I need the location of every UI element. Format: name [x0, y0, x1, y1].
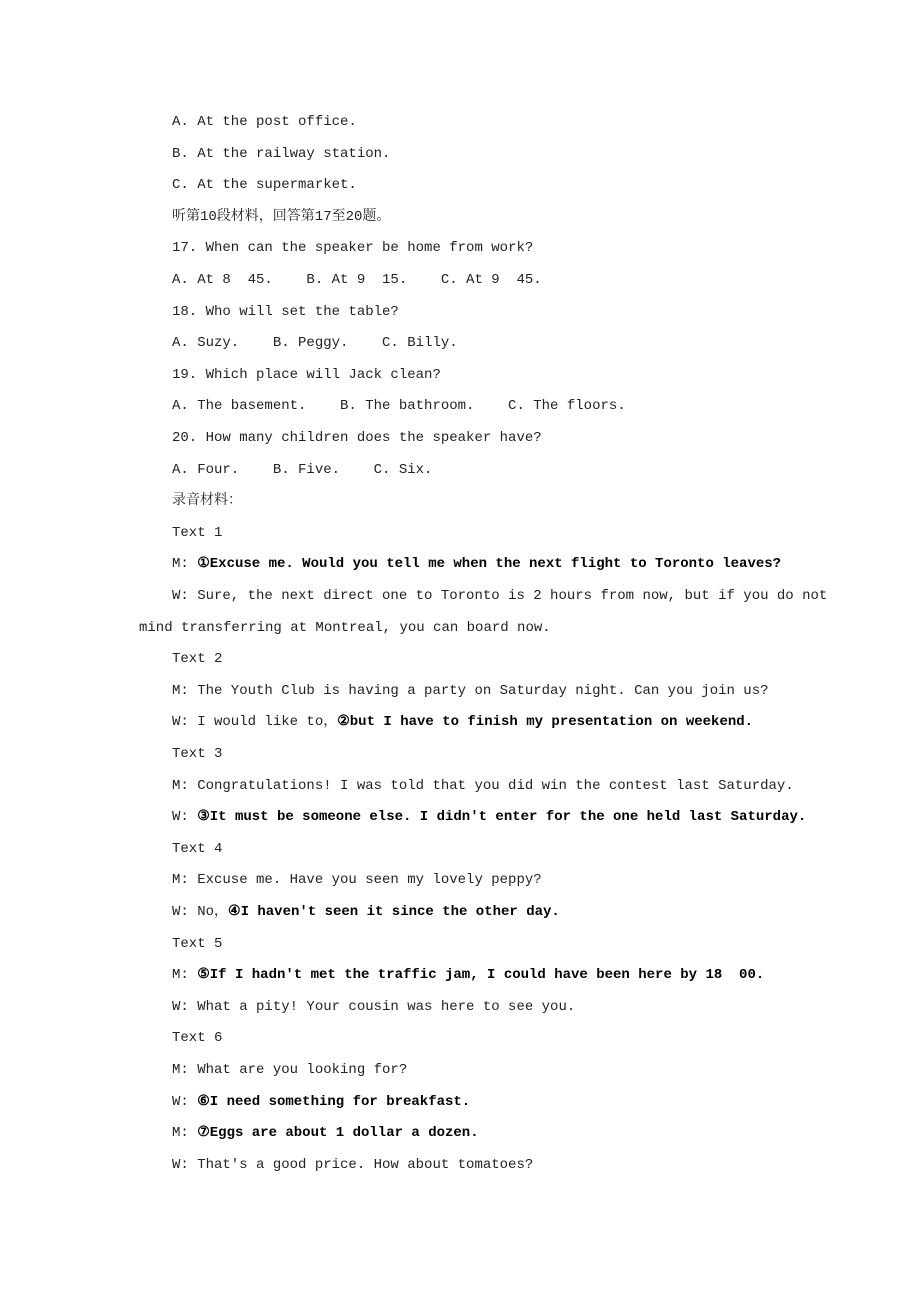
text-line	[172, 145, 390, 163]
text-line	[172, 113, 357, 131]
text-segment: W: Sure, the next direct one to Toronto is 2 hours from now, but if you do not	[172, 588, 828, 604]
text-line	[172, 208, 390, 226]
text-segment: W: That's a good price. How about tomatoes?	[172, 1156, 534, 1173]
text-segment: M:	[172, 967, 198, 984]
text-line	[172, 871, 542, 889]
text-segment: mind transferring at Montreal, you can board now.	[139, 619, 551, 636]
text-segment: Text 5	[172, 935, 223, 952]
text-segment: Text 3	[172, 746, 223, 762]
text-segment: Text 6	[172, 1030, 223, 1047]
text-segment: M: What are you looking for?	[172, 1062, 408, 1078]
text-segment: M:	[172, 556, 198, 573]
text-segment: A. The basement. B. The bathroom. C. The floors.	[172, 398, 626, 415]
text-segment: Text 1	[172, 524, 223, 541]
text-segment: W:	[172, 1093, 198, 1110]
text-line	[172, 176, 357, 194]
text-line	[172, 903, 560, 921]
text-segment: 18. Who will set the table?	[172, 303, 399, 320]
bold-text-segment: ①Excuse me. Would you tell me when the next flight to Toronto leaves?	[197, 556, 782, 573]
text-segment: Text 4	[172, 840, 223, 857]
text-segment: Text 2	[172, 651, 223, 668]
bold-text-segment: ④I haven't seen it since the other day.	[228, 904, 560, 920]
text-line	[172, 1029, 222, 1047]
text-line	[172, 524, 222, 542]
text-line	[172, 682, 769, 700]
text-line	[172, 334, 458, 352]
text-segment: W: I would like to，	[172, 714, 338, 731]
text-line	[172, 1124, 479, 1142]
text-line	[172, 808, 806, 826]
text-line	[172, 650, 222, 668]
bold-text-segment: ⑦Eggs are about 1 dollar a dozen.	[197, 1125, 479, 1142]
bold-text-segment: ⑥I need something for breakfast.	[197, 1093, 471, 1110]
text-line	[172, 713, 753, 731]
text-segment: B. At the railway station.	[172, 145, 391, 162]
text-line	[172, 745, 222, 763]
text-line	[172, 1061, 407, 1079]
text-line	[172, 998, 575, 1016]
bold-text-segment: ⑤If I hadn't met the traffic jam, I could have been here by 18 00.	[197, 967, 765, 984]
text-segment: C. At the supermarket.	[172, 177, 357, 194]
text-line	[172, 239, 533, 257]
text-line	[139, 619, 551, 637]
text-segment: A. At 8 45. B. At 9 15. C. At 9 45.	[172, 272, 542, 288]
text-segment: M: Excuse me. Have you seen my lovely peppy?	[172, 872, 542, 889]
text-line	[172, 492, 242, 510]
text-line	[172, 840, 222, 858]
text-segment: W: No，	[172, 904, 229, 920]
text-segment: W: What a pity! Your cousin was here to see you.	[172, 998, 576, 1015]
text-segment: 19. Which place will Jack clean?	[172, 366, 441, 383]
text-segment: A. Four. B. Five. C. Six.	[172, 461, 433, 478]
text-segment: 录音材料：	[172, 493, 242, 510]
text-segment: 17. When can the speaker be home from work?	[172, 240, 534, 257]
text-line	[172, 461, 432, 479]
text-line	[172, 366, 441, 384]
text-segment: W:	[172, 809, 198, 826]
text-line	[172, 777, 794, 795]
bold-text-segment: ②but I have to finish my presentation on weekend.	[337, 714, 754, 731]
text-segment: M:	[172, 1125, 198, 1142]
text-segment: M: Congratulations! I was told that you did win the contest last Saturday.	[172, 777, 794, 794]
text-segment: 20. How many children does the speaker have?	[172, 430, 542, 446]
text-line	[172, 271, 542, 289]
text-line	[172, 935, 222, 953]
text-line	[172, 429, 542, 447]
bold-text-segment: ③It must be someone else. I didn't enter for the one held last Saturday.	[197, 809, 807, 826]
text-segment: M: The Youth Club is having a party on Saturday night. Can you join us?	[172, 682, 769, 699]
text-line	[172, 1156, 533, 1174]
text-segment: 听第10段材料，回答第17至20题。	[172, 208, 391, 225]
text-line	[172, 303, 399, 321]
text-line	[172, 397, 626, 415]
text-line	[172, 587, 827, 605]
text-line	[172, 966, 764, 984]
text-segment: A. At the post office.	[172, 114, 357, 130]
text-line	[172, 555, 781, 573]
text-segment: A. Suzy. B. Peggy. C. Billy.	[172, 335, 458, 352]
text-line	[172, 1093, 470, 1111]
